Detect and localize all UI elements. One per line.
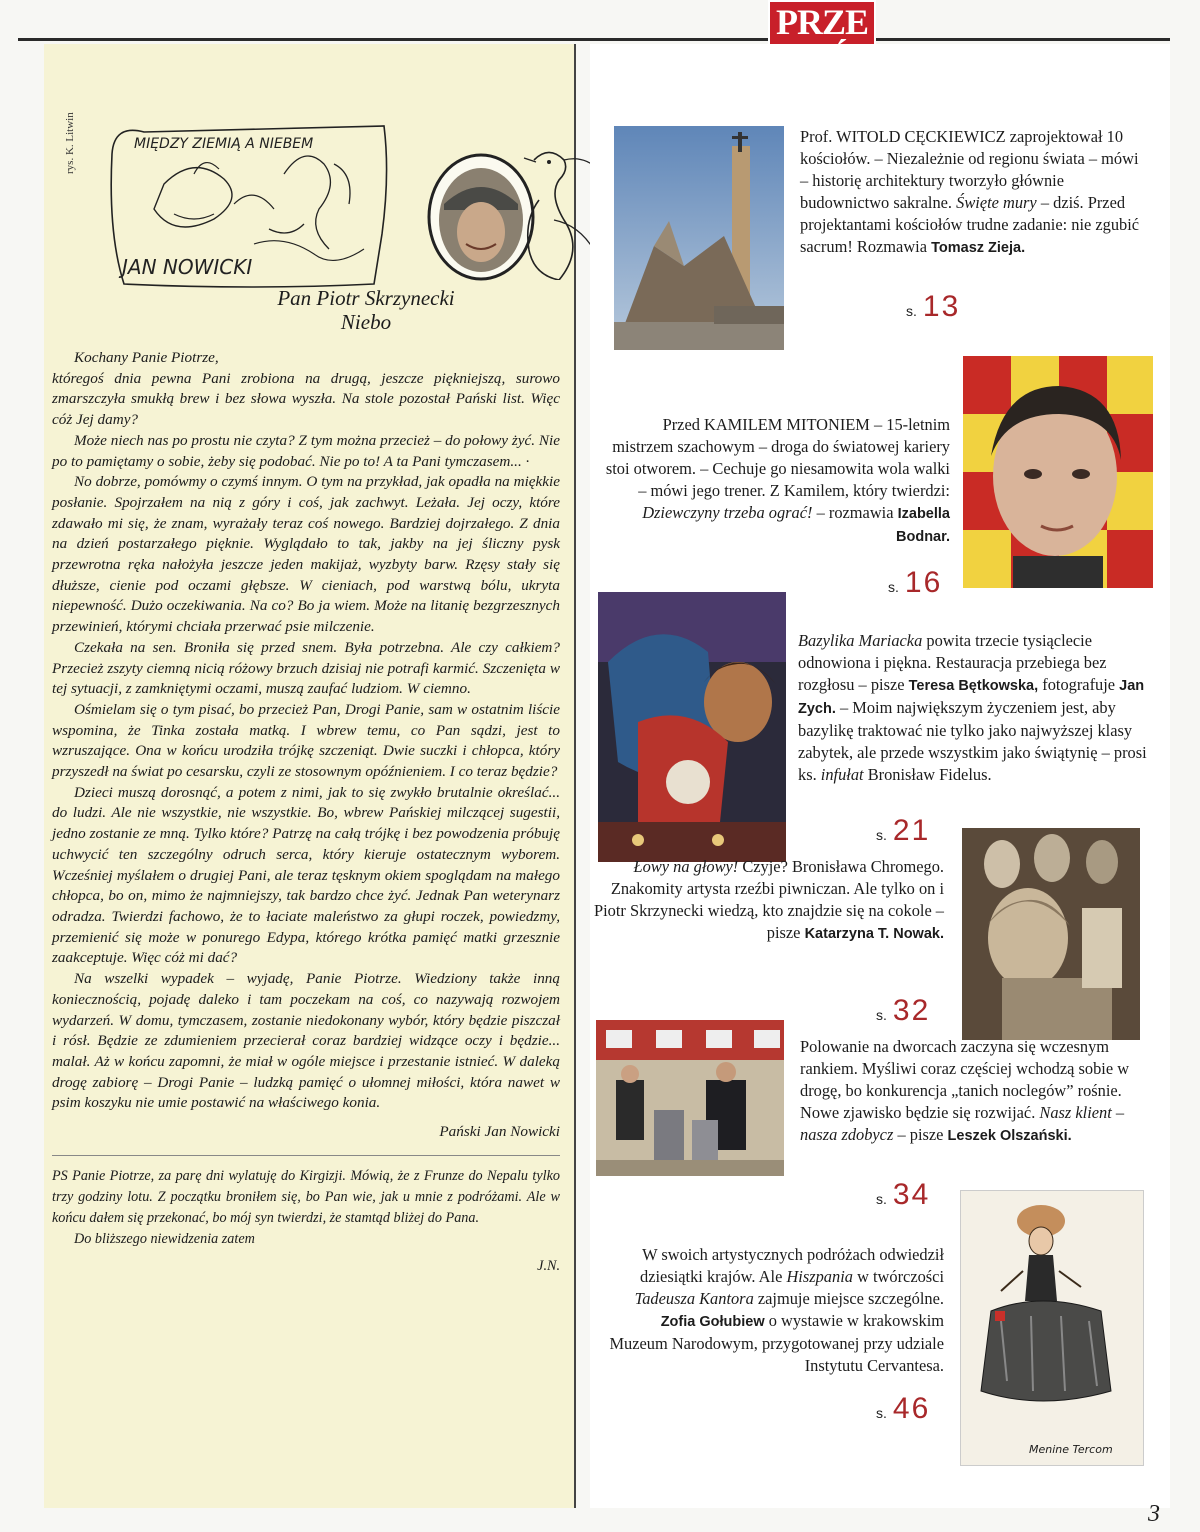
article-miton[interactable]: Przed KAMILEM MITONIEM – 15-letnim mistrzem szachowym – droga do światowej kariery stoi otworem. – Cechuje go niesamowita wola walki – mówi jego trener. Z Kamilem, który twierdzi: Dziewczyny trzeba ograć! – rozmawia Izabella Bodnar. xyxy=(605,415,950,545)
painting-caption: Menine Tercom xyxy=(1029,1443,1113,1456)
letter-signature: Pański Jan Nowicki xyxy=(439,1123,560,1141)
article-chromy[interactable]: Łowy na głowy! Czyje? Bronisława Chromego. Znakomity artysta rzeźbi piwniczan. Ale tylko on i Piotr Skrzynecki wiedzą, kto znajdzie się na cokole – pisze Katarzyna T. Nowak. xyxy=(594,857,945,942)
photo-basilica-angel[interactable] xyxy=(598,592,786,862)
page-ref-34[interactable]: s. 34 xyxy=(876,1178,931,1211)
page-ref-21[interactable]: s. 21 xyxy=(876,814,931,847)
photo-chess-player[interactable] xyxy=(963,356,1153,588)
photo-railway-station[interactable] xyxy=(596,1020,784,1176)
painting-kantor[interactable] xyxy=(960,1190,1144,1466)
letter-paragraph: No dobrze, pomówmy o czymś innym. O tym na przykład, jak opadła na miękkie posłanie. Spojrzałem na nią z góry i coś, jak zachwyt. Leżała. Jej oczy, które zdawało mi się, że znam, wyrażały teraz coś nowego. Bardziej dojrzałego. Z dnia na dzień postarzałego pięknie. Wyglądało to tak, jakby na jej śliczny pysk przewrotna ręka nałożyła jeszcze jeden makijaż, wyzbyty barw. Rzęsy stały się dłuższe, cienie pod oczami głębsze. W cieniach, pod warstwą bólu, ukryta niepewność. Dużo oczekiwania. Na co? Bo ja wiem. Może na litanię bezgrzesznych przewinień, którymi chciała przerwać psie milczenie. xyxy=(52,473,560,636)
drawing-title: MIĘDZY ZIEMIĄ A NIEBEM xyxy=(134,136,314,152)
top-rule xyxy=(18,38,1170,41)
letter-text xyxy=(52,286,560,1277)
letter-paragraph: Na wszelki wypadek – wyjadę, Panie Piotrze. Wiedziony także inną koniecznością, pojadę daleko i tam poczekam na coś, co nazywają rozwojem wydarzeń. W domu, tymczasem, zostanie niedokonany wybór, który będzie piszczał i rósł. Będzie ze zdumieniem przecierał coraz bardziej widzące oczy i będzie... malał. Aż w końcu zapomni, że miał w ogóle miejsce i przestanie istnieć. W daleką drogę zabiorę – Drogi Panie – ludzką pamięć o ułomnej miłości, która nawet w psim koszyku nie umie postawić na właściwego konia. xyxy=(52,970,560,1112)
page-ref-46[interactable]: s. 46 xyxy=(876,1392,931,1425)
letter-heading: Pan Piotr Skrzynecki Niebo xyxy=(277,286,455,334)
article-ceckiewicz[interactable]: Prof. WITOLD CĘCKIEWICZ zaprojektował 10 kościołów. – Niezależnie od regionu świata – mówi – historię architektury tworzyło głównie budownictwo sakralne. Święte mury – dziś. Przed projektantami kościołów trudne zadanie: nie zgubić sacrum! Rozmawia Tomasz Zieja. xyxy=(800,127,1140,256)
header-drawing xyxy=(104,114,394,294)
letter-paragraph: któregoś dnia pewna Pani zrobiona na drugą, jeszcze piękniejszą, surowo zmarszczyła smukłą brew i bez słowa wyszła. Na stole pozostał Pański list. Więc cóż Jej damy? xyxy=(52,369,560,429)
przekroj-logo[interactable]: PRZE xyxy=(768,0,876,82)
letter-paragraph: Kochany Panie Piotrze, xyxy=(74,349,219,366)
photo-sculpture[interactable] xyxy=(962,828,1140,1040)
drawing-author: JAN NOWICKI xyxy=(122,255,253,279)
letter-paragraph: Dzieci muszą dorosnąć, a potem z nimi, jak to się zwykło brutalnie określać... do ludzi. Ale nie wszystkie, nie wszystkie. Bo, wbrew Pańskiej milczącej sugestii, jedno zostanie ze mną. Tylko które? Patrzę na całą trójkę i bez powodzenia próbuję uchwycić ten szczególny odruch serca, który kieruje ostatecznym wyborem. Wcześniej myślałem o drugiej Pani, ale teraz tęsknym okiem spoglądam na małego chłopca, bo on, mimo że najmniejszy, tak bardzo chce żyć. Jednak Pan weterynarz odradza. Twierdzi fachowo, że to łaciate maleństwo za głupi roczek, powiedzmy, przemienić się może w ponurego Edypa, którego krótka pamięć matki grzesznie zaakceptuje. Więc cóż mi dać? xyxy=(52,783,560,967)
letter-initials: J.N. xyxy=(537,1257,560,1274)
letter-paragraph: Może niech nas po prostu nie czyta? Z tym można przecież – do połowy żyć. Nie po to pamiętamy o sobie, żeby się podobać. Nie po to! A ta Pani tymczasem... · xyxy=(52,431,560,470)
page-ref-32[interactable]: s. 32 xyxy=(876,994,931,1027)
letter-postscript: PS Panie Piotrze, za parę dni wylatuję do Kirgizji. Mówią, że z Frunze do Nepalu tylko trzy godziny lotu. Z początku broniłem się, bo Pan wie, jak u mnie z podróżami. Ale w końcu dałem się przekonać, bo mój syn twierdzi, że stamtąd bliżej do Pana. Do bliższego niewidzenia zatem J.N. xyxy=(52,1155,560,1277)
article-bazylika[interactable]: Bazylika Mariacka powita trzecie tysiąclecie odnowiona i piękna. Restauracja przebiega bez rozgłosu – pisze Teresa Bętkowska, fotografuje Jan Zych. – Moim największym życzeniem jest, aby bazylikę traktować nie tylko jako najwyższej klasy zabytek, ale przede wszystkim jako świątynię – prosi ks. infułat Bronisław Fidelus. xyxy=(798,631,1147,784)
article-dworce[interactable]: Polowanie na dworcach zaczyna się wczesnym rankiem. Myśliwi coraz częściej wchodzą sobie w drogę, bo konkurencja „tanich noclegów” rośnie. Nowe zjawisko będzie się rozwijać. Nasz klient – nasza zdobycz – pisze Leszek Olszański. xyxy=(800,1037,1130,1144)
letter-paragraph: Ośmielam się o tym pisać, bo przecież Pan, Drogi Panie, sam w ostatnim liście wspomina, że Tinka została matką. I wbrew temu, co Pan sądzi, jest to wzruszające. Ona w końcu urodziła trójkę szczeniąt. Dwie suczki i chłopca, który przyszedł na świat po cesarsku, czyli ze stosownym opóźnieniem. I co teraz będzie? xyxy=(52,700,560,781)
column-letter xyxy=(44,44,576,1508)
article-kantor[interactable]: W swoich artystycznych podróżach odwiedził dziesiątki krajów. Ale Hiszpania w twórczości Tadeusza Kantora zajmuje miejsce szczególne. Zofia Gołubiew o wystawie w krakowskim Muzeum Narodowym, przygotowanej przy udziale Instytutu Cervantesa. xyxy=(609,1245,944,1375)
photo-church[interactable] xyxy=(614,126,784,350)
illustration-credit: rys. K. Litwin xyxy=(64,112,76,174)
ps-closing: Do bliższego niewidzenia zatem xyxy=(74,1230,255,1247)
letter-paragraph: Czekała na sen. Broniła się przed snem. Była potrzebna. Ale czy całkiem? Przecież zszyty ciemną nicią różowy brzuch dzisiaj nie potrafi karmić. Szczenięta w tej sytuacji, z zamkniętymi oczami, muszą zaufać ludziom. W ciemno. xyxy=(52,638,560,698)
page-ref-16[interactable]: s. 16 xyxy=(888,566,943,599)
page-ref-13[interactable]: s. 13 xyxy=(906,290,961,323)
painting-figure xyxy=(961,1191,1143,1465)
page-number: 3 xyxy=(1148,1501,1160,1527)
